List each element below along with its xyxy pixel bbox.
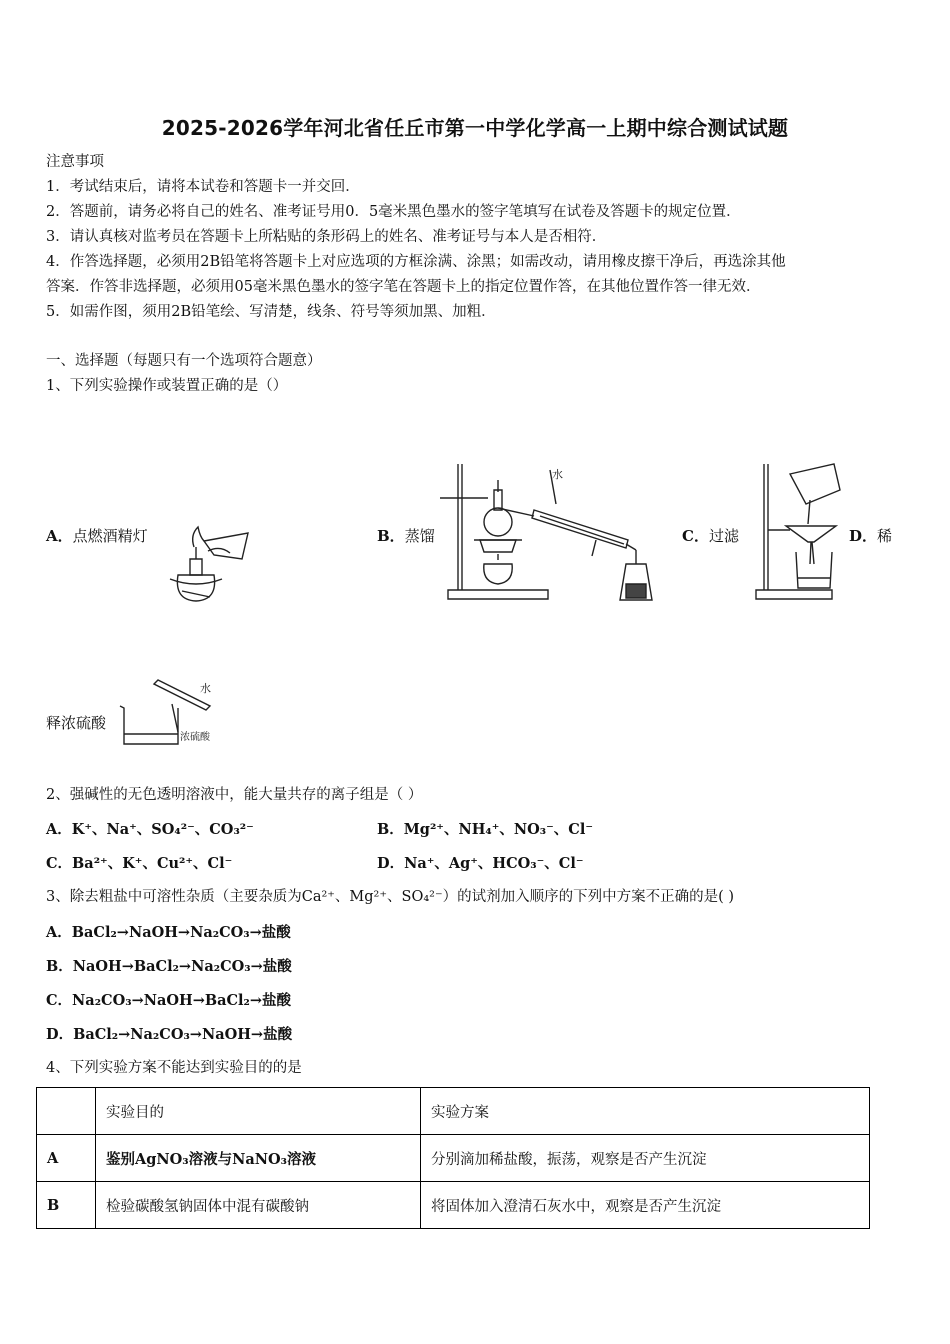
- q3-option-a: A．BaCl₂→NaOH→Na₂CO₃→盐酸: [46, 924, 291, 941]
- dilution-figure: [118, 678, 228, 750]
- option-letter: D．: [849, 527, 878, 545]
- q1-option-d-continued: 释浓硫酸: [46, 714, 107, 732]
- filtration-figure: [750, 460, 845, 605]
- table-cell: A: [37, 1135, 96, 1182]
- option-letter: B．: [377, 527, 405, 545]
- table-cell: B: [37, 1182, 96, 1229]
- notice-item: 5．如需作图，须用2B铅笔绘、写清楚，线条、符号等须加黑、加粗．: [46, 304, 496, 320]
- experiment-table: [36, 1087, 870, 1229]
- notice-item: 3．请认真核对监考员在答题卡上所粘贴的条形码上的姓名、准考证号与本人是否相符．: [46, 229, 607, 245]
- table-cell: 将固体加入澄清石灰水中，观察是否产生沉淀: [421, 1182, 870, 1229]
- water-label: 水: [200, 682, 211, 695]
- option-letter: A．: [46, 527, 73, 545]
- table-row: [37, 1135, 870, 1182]
- table-header-cell: [37, 1088, 96, 1135]
- option-text: 蒸馏: [404, 527, 435, 545]
- q3-option-b: B．NaOH→BaCl₂→Na₂CO₃→盐酸: [46, 958, 292, 975]
- table-header-cell: 实验方案: [421, 1088, 870, 1135]
- table-cell: 分别滴加稀盐酸，振荡，观察是否产生沉淀: [421, 1135, 870, 1182]
- acid-label: 浓硫酸: [180, 732, 210, 743]
- q1-option-c: [682, 525, 739, 546]
- option-text: 稀: [877, 527, 893, 545]
- table-cell: 检验碳酸氢钠固体中混有碳酸钠: [96, 1182, 421, 1229]
- q2-option-c: C．Ba²⁺、K⁺、Cu²⁺、Cl⁻: [46, 855, 233, 872]
- notice-item: 答案．作答非选择题，必须用05毫米黑色墨水的签字笔在答题卡上的指定位置作答，在其他位置作答一律无效．: [46, 279, 761, 295]
- notice-item: 2．答题前，请务必将自己的姓名、准考证号用0．5毫米黑色墨水的签字笔填写在试卷及答题卡的规定位置．: [46, 204, 741, 220]
- question-4-stem: 4、下列实验方案不能达到实验目的的是: [46, 1060, 302, 1076]
- option-text: 点燃酒精灯: [72, 527, 148, 545]
- question-1-stem: 1、下列实验操作或装置正确的是（）: [46, 378, 288, 394]
- distillation-figure: [440, 460, 665, 605]
- option-text: 过滤: [708, 527, 739, 545]
- alcohol-lamp-figure: [160, 515, 255, 605]
- q2-option-b: B．Mg²⁺、NH₄⁺、NO₃⁻、Cl⁻: [377, 821, 593, 838]
- q1-option-b: [377, 525, 435, 546]
- table-header-row: [37, 1088, 870, 1135]
- q1-option-a: [46, 525, 148, 546]
- q3-option-d: D．BaCl₂→Na₂CO₃→NaOH→盐酸: [46, 1026, 293, 1043]
- q2-option-d: D．Na⁺、Ag⁺、HCO₃⁻、Cl⁻: [377, 855, 584, 872]
- table-header-cell: 实验目的: [96, 1088, 421, 1135]
- page-title: 2025-2026学年河北省任丘市第一中学化学高一上期中综合测试试题: [161, 116, 789, 140]
- table-row: [37, 1182, 870, 1229]
- q1-option-d: [849, 525, 892, 546]
- question-2-stem: 2、强碱性的无色透明溶液中，能大量共存的离子组是（ ）: [46, 787, 423, 803]
- table-cell: 鉴别AgNO₃溶液与NaNO₃溶液: [96, 1135, 421, 1182]
- q2-option-a: A．K⁺、Na⁺、SO₄²⁻、CO₃²⁻: [46, 821, 254, 838]
- q3-option-c: C．Na₂CO₃→NaOH→BaCl₂→盐酸: [46, 992, 292, 1009]
- section-heading: 一、选择题（每题只有一个选项符合题意）: [46, 353, 322, 369]
- question-3-stem: 3、除去粗盐中可溶性杂质（主要杂质为Ca²⁺、Mg²⁺、SO₄²⁻）的试剂加入顺序的下列中方案不正确的是( ): [46, 889, 735, 905]
- notice-heading: 注意事项: [46, 154, 104, 170]
- notice-item: 1．考试结束后，请将本试卷和答题卡一并交回．: [46, 179, 360, 195]
- notice-item: 4．作答选择题，必须用2B铅笔将答题卡上对应选项的方框涂满、涂黑；如需改动，请用橡皮擦干净后，再选涂其他: [46, 254, 786, 270]
- water-label: 水: [552, 468, 563, 481]
- option-letter: C．: [682, 527, 709, 545]
